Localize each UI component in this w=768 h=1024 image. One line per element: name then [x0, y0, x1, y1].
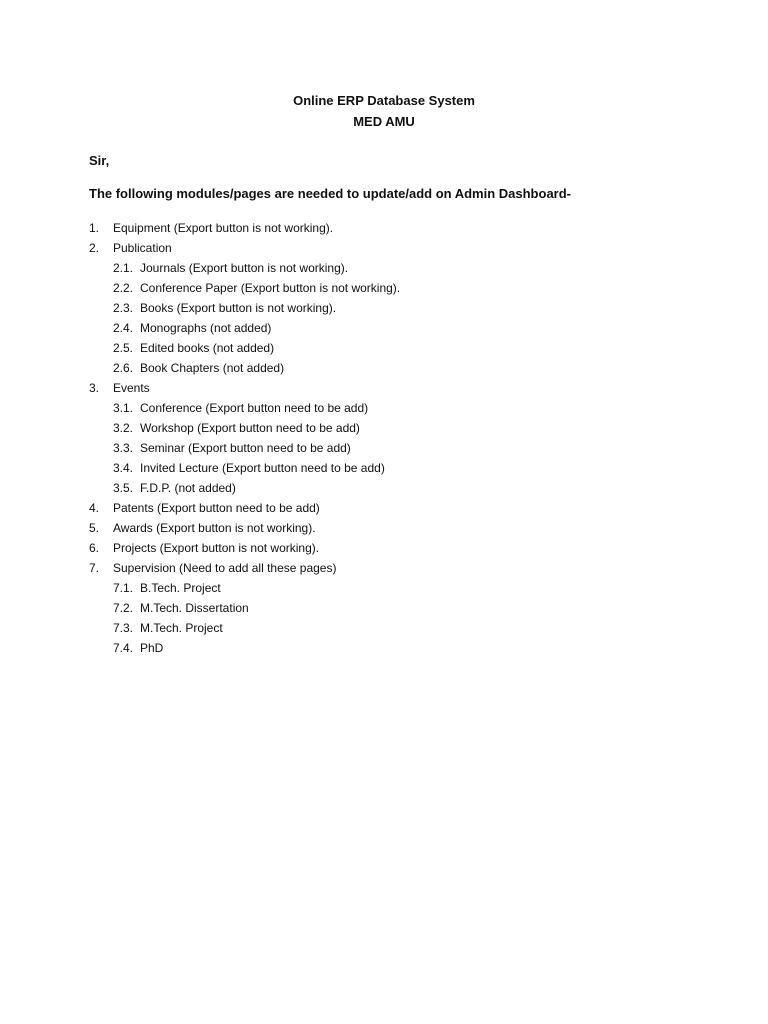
list-item-text: Events — [113, 381, 150, 395]
list-item-text: Workshop (Export button need to be add) — [140, 421, 360, 435]
list-item-number: 4. — [89, 501, 100, 515]
list-item-text: Book Chapters (not added) — [140, 361, 285, 375]
list-item-text: Publication — [113, 241, 172, 255]
list-item-number: 1. — [89, 221, 100, 235]
list-item — [89, 478, 400, 498]
list-item-text: Invited Lecture (Export button need to be add) — [140, 461, 385, 475]
list-item — [89, 398, 400, 418]
list-item-text: Journals (Export button is not working). — [140, 261, 349, 275]
list-item-number: 5. — [89, 521, 100, 535]
list-item — [89, 278, 400, 298]
list-item — [89, 558, 400, 578]
list-item — [89, 578, 400, 598]
document-title: Online ERP Database System — [293, 93, 475, 108]
list-item-text: Conference Paper (Export button is not working). — [140, 281, 401, 295]
list-item-number: 3.5. — [113, 481, 134, 495]
list-item-number: 2. — [89, 241, 100, 255]
list-item-number: 3.2. — [113, 421, 134, 435]
list-item-number: 2.5. — [113, 341, 134, 355]
list-item-text: M.Tech. Dissertation — [140, 601, 249, 615]
list-item — [89, 238, 400, 258]
list-item-number: 7. — [89, 561, 100, 575]
list-item-number: 3.1. — [113, 401, 134, 415]
salutation: Sir, — [89, 153, 110, 168]
list-item — [89, 378, 400, 398]
list-item — [89, 458, 400, 478]
list-item — [89, 358, 400, 378]
list-item-number: 3.3. — [113, 441, 134, 455]
list-item-number: 2.4. — [113, 321, 134, 335]
list-item-text: M.Tech. Project — [140, 621, 223, 635]
list-item — [89, 498, 400, 518]
list-item-number: 7.1. — [113, 581, 134, 595]
list-item — [89, 318, 400, 338]
list-item — [89, 638, 400, 658]
list-item-text: Projects (Export button is not working). — [113, 541, 320, 555]
list-item-number: 6. — [89, 541, 100, 555]
list-item — [89, 518, 400, 538]
list-item — [89, 538, 400, 558]
list-item-number: 3. — [89, 381, 100, 395]
list-item-number: 2.6. — [113, 361, 134, 375]
list-item-number: 2.3. — [113, 301, 134, 315]
list-item — [89, 298, 400, 318]
list-item — [89, 418, 400, 438]
list-item-number: 7.3. — [113, 621, 134, 635]
list-item-text: Patents (Export button need to be add) — [113, 501, 320, 515]
list-item-text: Books (Export button is not working). — [140, 301, 337, 315]
list-item — [89, 218, 400, 238]
list-item-text: F.D.P. (not added) — [140, 481, 236, 495]
list-item-text: PhD — [140, 641, 164, 655]
list-item-number: 2.2. — [113, 281, 134, 295]
list-item — [89, 598, 400, 618]
list-item-number: 7.2. — [113, 601, 134, 615]
list-item-number: 2.1. — [113, 261, 134, 275]
module-list — [89, 218, 400, 658]
list-item-text: Conference (Export button need to be add) — [140, 401, 369, 415]
list-item-text: Supervision (Need to add all these pages) — [113, 561, 337, 575]
list-item — [89, 338, 400, 358]
list-item-text: Monographs (not added) — [140, 321, 272, 335]
list-item-text: Edited books (not added) — [140, 341, 275, 355]
list-item-text: Awards (Export button is not working). — [113, 521, 316, 535]
list-item-text: B.Tech. Project — [140, 581, 221, 595]
document-subtitle: MED AMU — [353, 114, 415, 129]
list-item-text: Equipment (Export button is not working). — [113, 221, 334, 235]
list-item-number: 7.4. — [113, 641, 134, 655]
list-item-number: 3.4. — [113, 461, 134, 475]
list-item — [89, 258, 400, 278]
list-item — [89, 438, 400, 458]
list-item — [89, 618, 400, 638]
intro-paragraph: The following modules/pages are needed to update/add on Admin Dashboard- — [89, 186, 572, 201]
list-item-text: Seminar (Export button need to be add) — [140, 441, 351, 455]
